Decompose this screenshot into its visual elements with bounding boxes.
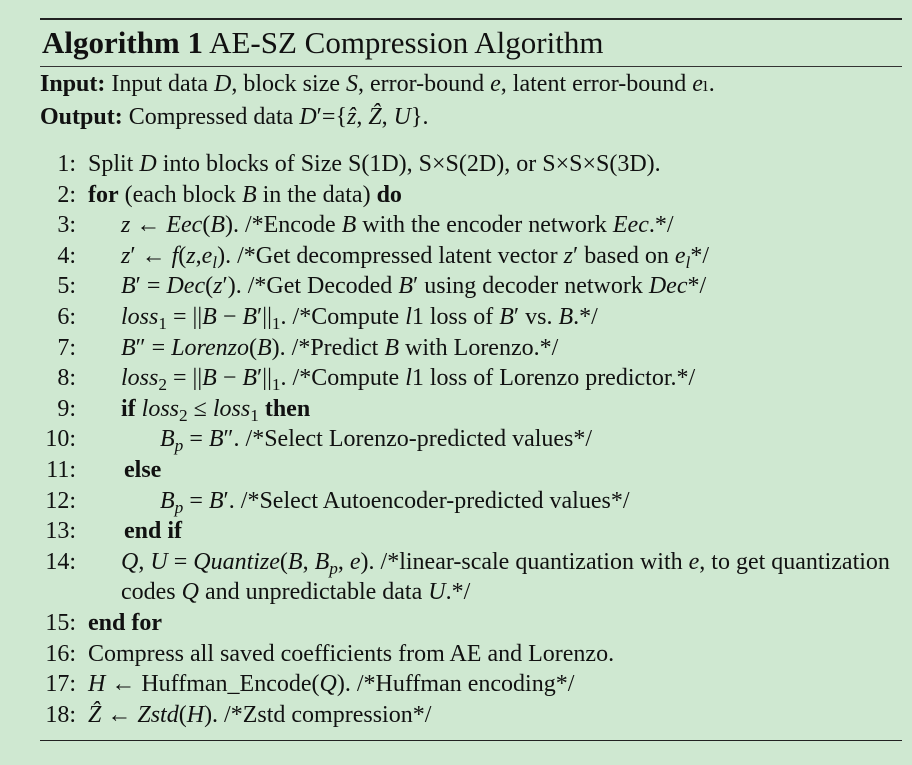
step-line xyxy=(40,302,902,333)
algorithm-name: AE-SZ Compression Algorithm xyxy=(209,25,604,60)
line-number: 10: xyxy=(45,426,76,453)
line-number: 17: xyxy=(45,671,76,698)
line-number: 14: xyxy=(45,548,76,575)
line-text: $B_p = B''$. /*Select Lorenzo-predicted values*/ xyxy=(160,426,593,456)
line-text: end for xyxy=(88,609,162,636)
step-line xyxy=(40,608,902,639)
line-number: 18: xyxy=(45,701,76,728)
input-text: Input data D, block size S, error-bound e, latent error-bound eₗ. xyxy=(111,71,715,97)
line-text: z′ ← $f(z,e_l)$. /*Get decompressed latent vector z′ based on $e_l*/$ xyxy=(121,242,710,272)
step-line xyxy=(40,394,902,425)
algorithm-title xyxy=(40,20,902,66)
line-text: B′ = Dec(z′). /*Get Decoded B′ using decoder network Dec*/ xyxy=(121,273,707,300)
step-line xyxy=(40,333,902,364)
line-text: if loss$_2$ ≤ loss$_1$ then xyxy=(121,395,311,425)
output-line xyxy=(40,100,902,133)
line-text: loss$_1$ = $||B - B'||_1$. /*Compute l1 loss of B′ vs. B.*/ xyxy=(121,303,598,334)
input-line xyxy=(40,67,902,100)
bottom-rule xyxy=(40,740,902,741)
step-line xyxy=(40,455,902,486)
step-line xyxy=(40,639,902,670)
line-number: 12: xyxy=(45,487,76,514)
line-text: for (each block B in the data) do xyxy=(88,181,402,208)
algorithm-box xyxy=(40,18,902,741)
line-text: Ẑ ← Zstd(H). /*Zstd compression*/ xyxy=(88,701,432,728)
line-number: 11: xyxy=(46,456,76,483)
line-text: else xyxy=(124,456,162,483)
line-text: H ← Huffman_Encode(Q). /*Huffman encoding*/ xyxy=(88,671,575,698)
step-line xyxy=(40,149,902,180)
step-line xyxy=(40,547,902,608)
step-line xyxy=(40,424,902,455)
line-number: 1: xyxy=(57,151,76,177)
line-text: B″ = Lorenzo(B). /*Predict B with Lorenzo.*/ xyxy=(121,334,559,361)
line-text: Q, U = Quantize(B, $B_p$, e). /*linear-scale quantization with e, to get quantization codes Q and unpredictable data U.*/ xyxy=(121,548,890,606)
line-text: loss$_2$ = $||B - B'||_1$. /*Compute l1 loss of Lorenzo predictor.*/ xyxy=(121,365,696,395)
step-line xyxy=(40,180,902,211)
line-number: 4: xyxy=(57,242,76,269)
step-line xyxy=(40,363,902,394)
step-line xyxy=(40,271,902,302)
step-line xyxy=(40,241,902,272)
step-line xyxy=(40,700,902,731)
line-number: 9: xyxy=(57,395,76,422)
algorithm-label: Algorithm 1 xyxy=(42,25,204,60)
step-line xyxy=(40,516,902,547)
line-text: end if xyxy=(124,518,183,545)
step-line xyxy=(40,669,902,700)
line-text: z ← Eec(B). /*Encode B with the encoder network Eec.*/ xyxy=(121,212,674,239)
line-number: 15: xyxy=(45,609,76,636)
algorithm-steps xyxy=(40,149,902,730)
line-number: 6: xyxy=(57,303,76,330)
line-text: Compress all saved coefficients from AE and Lorenzo. xyxy=(88,640,615,667)
line-number: 5: xyxy=(57,273,76,300)
line-text: $B_p = B'$. /*Select Autoencoder-predicted values*/ xyxy=(160,487,630,517)
line-number: 2: xyxy=(57,181,76,208)
line-number: 8: xyxy=(57,365,76,392)
line-text: Split D into blocks of Size S(1D), S×S(2D), or S×S×S(3D). xyxy=(88,151,661,177)
line-number: 13: xyxy=(45,518,76,545)
output-text: Compressed data D′={ẑ, Ẑ, U}. xyxy=(128,104,429,130)
line-number: 16: xyxy=(45,640,76,667)
line-number: 3: xyxy=(57,212,76,239)
input-label: Input: xyxy=(40,71,106,97)
output-label: Output: xyxy=(40,104,123,130)
step-line xyxy=(40,486,902,517)
step-line xyxy=(40,210,902,241)
line-number: 7: xyxy=(57,334,76,361)
